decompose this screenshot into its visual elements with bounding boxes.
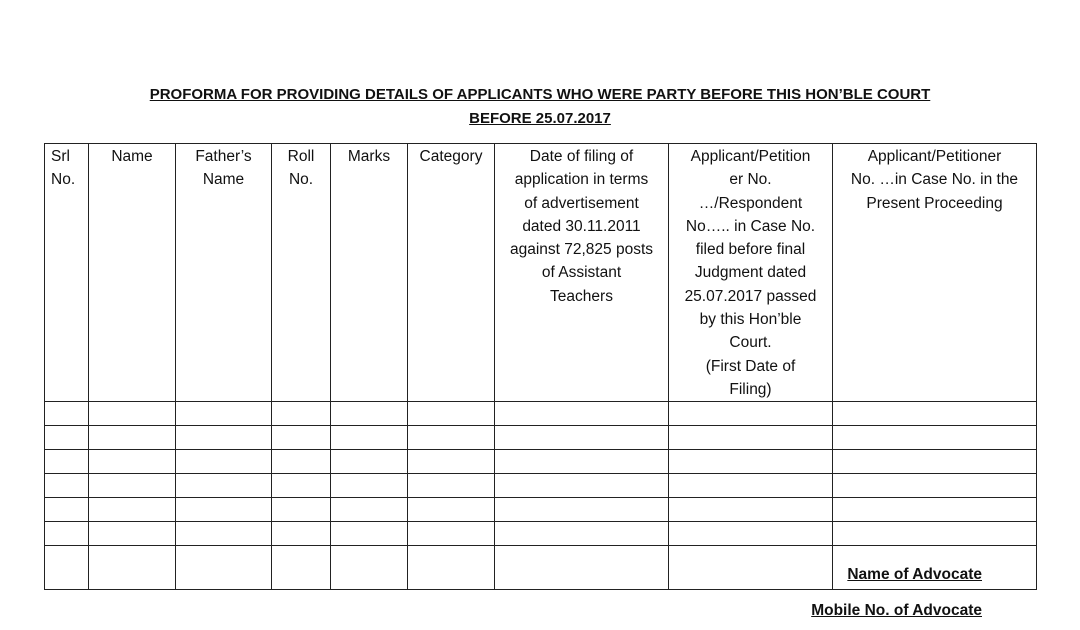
table-cell [833,498,1037,522]
table-row [45,522,1037,546]
table-cell [45,474,89,498]
table-cell [272,450,331,474]
table-cell [408,498,495,522]
table-cell [495,450,669,474]
table-cell [45,546,89,590]
table-cell [176,426,272,450]
table-cell [833,426,1037,450]
table-cell [272,546,331,590]
table-cell [495,498,669,522]
header-date-of-filing: Date of filing of application in terms of advertisement dated 30.11.2011 against 72,825 posts of Assistant Teachers [495,144,669,402]
table-cell [89,498,176,522]
table-cell [408,474,495,498]
table-cell [272,402,331,426]
table-cell [176,498,272,522]
table-cell [495,402,669,426]
header-roll-no: Roll No. [272,144,331,402]
table-cell [89,402,176,426]
table-cell [89,474,176,498]
table-cell [408,402,495,426]
table-cell [669,402,833,426]
table-cell [669,450,833,474]
applicant-details-table [44,143,1037,590]
table-cell [272,498,331,522]
table-cell [331,546,408,590]
table-cell [176,474,272,498]
table-cell [495,546,669,590]
table-cell [495,522,669,546]
table-cell [176,450,272,474]
table-cell [331,426,408,450]
table-row [45,498,1037,522]
table-cell [45,522,89,546]
name-of-advocate-label: Name of Advocate [847,566,982,583]
table-cell [669,474,833,498]
header-present-proceeding-no: Applicant/Petitioner No. …in Case No. in the Present Proceeding [833,144,1037,402]
header-previous-case-no: Applicant/Petition er No. …/Respondent No….. in Case No. filed before final Judgment dated 25.07.2017 passed by this Hon’ble Court. (First Date of Filing) [669,144,833,402]
table-body [45,402,1037,590]
header-name: Name [89,144,176,402]
table-cell [45,426,89,450]
table-cell [176,546,272,590]
table-cell [669,426,833,450]
table-row [45,474,1037,498]
table-cell [272,474,331,498]
table-cell [89,546,176,590]
table-cell [45,450,89,474]
proforma-subtitle-date: BEFORE 25.07.2017 [469,110,611,127]
table-cell [45,402,89,426]
table-cell [272,426,331,450]
table-cell [833,474,1037,498]
table-cell [408,426,495,450]
table-cell [408,546,495,590]
header-marks: Marks [331,144,408,402]
table-header-row [45,144,1037,402]
table-row [45,402,1037,426]
table-cell [89,426,176,450]
table-cell [176,402,272,426]
header-srl-no: Srl No. [45,144,89,402]
table-cell [669,522,833,546]
table-cell [331,498,408,522]
table-cell [331,474,408,498]
header-fathers-name: Father’s Name [176,144,272,402]
table-cell [669,498,833,522]
mobile-of-advocate-label: Mobile No. of Advocate [811,602,982,619]
table-cell [833,402,1037,426]
proforma-title: PROFORMA FOR PROVIDING DETAILS OF APPLICANTS WHO WERE PARTY BEFORE THIS HON’BLE COURT [149,86,931,103]
table-cell [833,522,1037,546]
table-cell [331,402,408,426]
table-cell [495,474,669,498]
table-cell [89,522,176,546]
table-cell [89,450,176,474]
table-cell [669,546,833,590]
table-cell [272,522,331,546]
table-cell [408,450,495,474]
table-cell [176,522,272,546]
table-cell [45,498,89,522]
table-row [45,450,1037,474]
table-cell [833,450,1037,474]
table-cell [408,522,495,546]
table-cell [331,450,408,474]
table-cell [331,522,408,546]
table-row [45,426,1037,450]
header-category: Category [408,144,495,402]
table-cell [495,426,669,450]
